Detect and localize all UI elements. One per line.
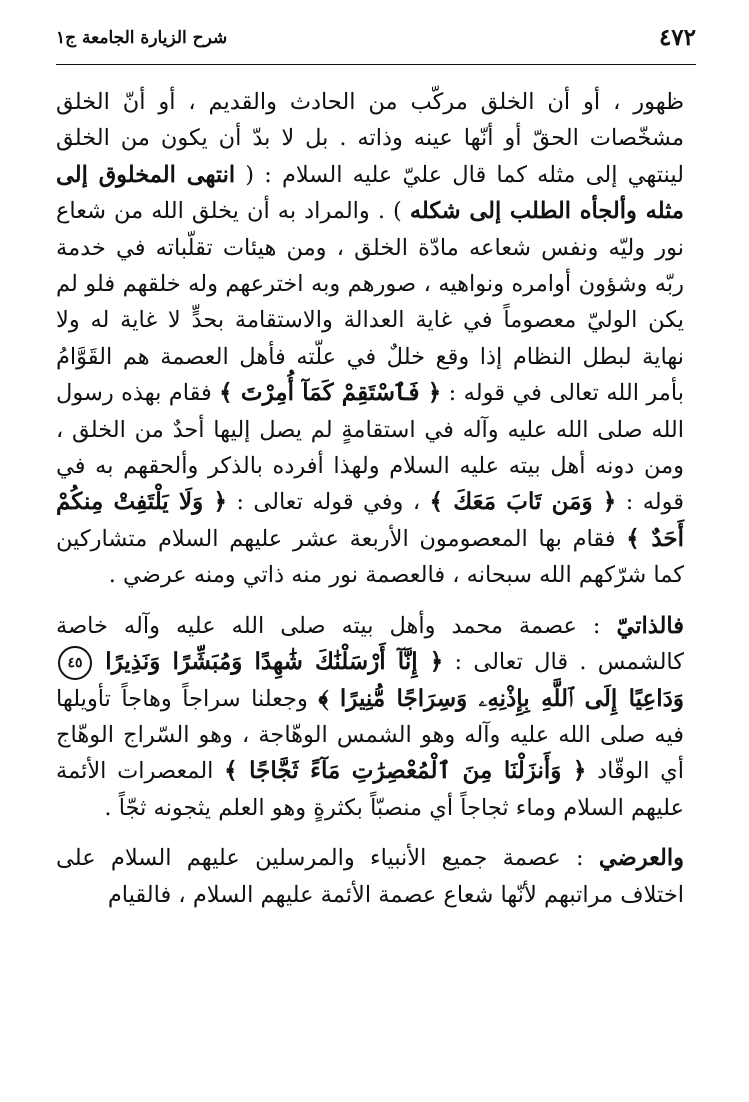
quran-verse: ﴿ فَٱسْتَقِمْ كَمَآ أُمِرْتَ ﴾ bbox=[219, 379, 442, 407]
text-run: ) . والمراد به أن يخلق الله من شعاع نور وليّه ونفس شعاعه مادّة الخلق ، ومن هيئات تقلّباته في خدمة ربّه وشؤون أوامره ونواهيه ، صورهم وبه اخترعهم وله خلقهم فلو لم يكن الوليّ معصوماً في غاية العدالة والاستقامة بحدٍّ لا غاية له ولا نهاية لبطل النظام إذا وقع خللٌ في علّته فأهل العصمة هم القَوَّامُ بأمر الله تعالى في قوله : bbox=[56, 198, 684, 407]
quran-verse: وَدَاعِيًا إِلَى ٱللَّهِ بِإِذْنِهِۦ وَسِرَاجًا مُّنِيرًا ﴾ bbox=[318, 684, 684, 712]
bold-quote: انتهى المخلوق إلى مثله وألجأه الطلب إلى شكله bbox=[56, 161, 684, 225]
header-rule bbox=[56, 64, 696, 65]
quran-verse: ﴿ وَلَا يَلْتَفِتْ مِنكُمْ أَحَدٌ ﴾ bbox=[56, 488, 685, 552]
page-number: ٤٧٢ bbox=[658, 24, 696, 51]
text-run: فقام بهذه رسول الله صلى الله عليه وآله في استقامةٍ لم يصل إليها أحدٌ من الخلق ، ومن دونه أهل بيته عليه السلام ولهذا أفرده بالذكر وألحقهم به في قوله : bbox=[56, 380, 684, 516]
quran-verse: ﴿ وَمَن تَابَ مَعَكَ ﴾ bbox=[429, 488, 617, 516]
quran-verse: ﴿ إِنَّآ أَرْسَلْنَٰكَ شَٰهِدًا وَمُبَشِّرًا وَنَذِيرًا bbox=[105, 648, 444, 676]
text-run: المعصرات الأئمة عليهم السلام وماء ثجاجاً أي منصبّاً بكثرةٍ وهو العلم يثجونه ثجّاً . bbox=[56, 758, 684, 821]
running-header bbox=[56, 20, 696, 54]
paragraph-2 bbox=[56, 608, 684, 826]
section-term: والعرضي bbox=[598, 845, 684, 872]
text-run: ، وفي قوله تعالى : bbox=[226, 489, 430, 516]
text-run: ظهور ، أو أن الخلق مركّب من الحادث والقديم ، أو أنّ الخلق مشخّصات الحقّ أو أنّها عينه وذاته . بل لا بدّ أن يكون من الخلق لينتهي إلى مثله كما قال عليّ عليه السلام : ( bbox=[56, 89, 684, 188]
section-term: فالذاتيّ bbox=[616, 612, 684, 639]
text-run: : عصمة محمد وأهل بيته صلى الله عليه وآله خاصة كالشمس . قال تعالى : bbox=[56, 612, 684, 676]
text-run: : عصمة جميع الأنبياء والمرسلين عليهم السلام على اختلاف مراتبهم لأنّها شعاع عصمة الأئمة عليهم السلام ، فالقيام bbox=[56, 845, 684, 908]
paragraph-1 bbox=[56, 84, 684, 594]
body-text bbox=[56, 84, 684, 913]
quran-verse: ﴿ وَأَنزَلْنَا مِنَ ٱلْمُعْصِرَٰتِ مَآءً ثَجَّاجًا ﴾ bbox=[224, 757, 587, 785]
running-title: شرح الزيارة الجامعة ج١ bbox=[56, 28, 228, 48]
text-run: وجعلنا سراجاً وهاجاً تأويلها فيه صلى الله عليه وآله وهو الشمس الوهّاجة ، وهو السّراج الوهّاج أي الوقّاد bbox=[56, 685, 684, 785]
text-run: فقام بها المعصومون الأربعة عشر عليهم السلام متشاركين كما شرّكهم الله سبحانه ، فالعصمة نور منه ذاتي ومنه عرضي . bbox=[56, 525, 684, 589]
paragraph-3 bbox=[56, 840, 684, 913]
verse-number-marker: ٤٥ bbox=[58, 646, 92, 680]
